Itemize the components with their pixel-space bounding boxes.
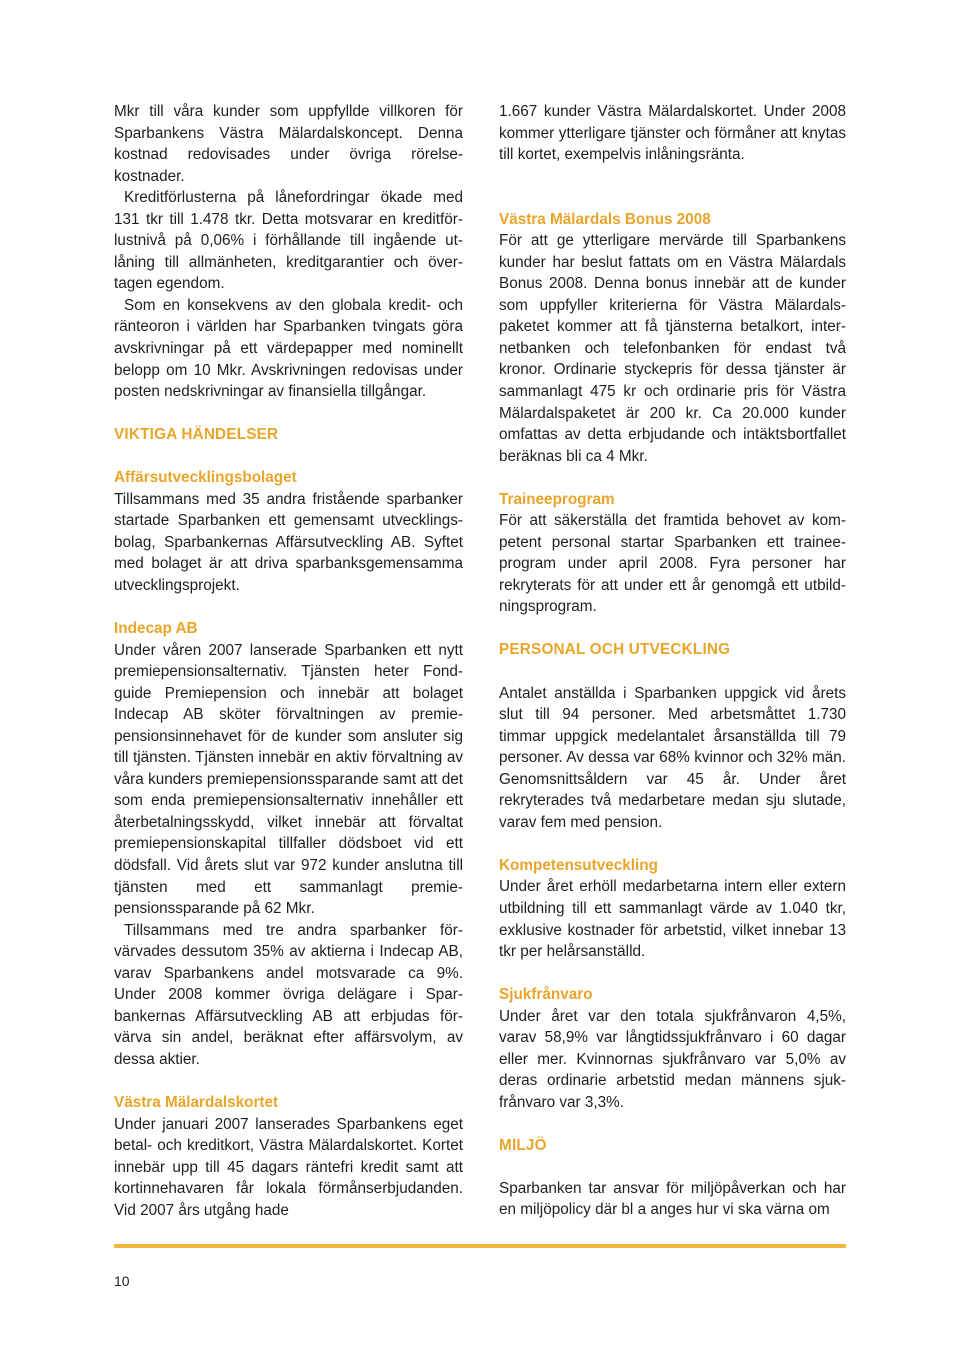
- body-paragraph: Under året var den totala sjukfrånvaron 4,5%, varav 58,9% var långtidssjukfrånvaro i 60 dagar eller mer. Kvinnornas sjukfrånvaro var 5,0% av deras ordinarie arbetstid medan männens sjukfrånvaro var 3,3%.: [499, 1007, 846, 1111]
- left-column: [114, 101, 463, 1221]
- subheading-traineeprogram: Traineeprogram: [499, 490, 615, 508]
- subheading-indecap: Indecap AB: [114, 619, 198, 637]
- body-paragraph: 1.667 kunder Västra Mälardalskortet. Under 2008 kommer ytterligare tjänster och förmåner att knytas till kortet, exempelvis inlåningsränta.: [499, 103, 846, 164]
- right-column: [499, 101, 846, 1221]
- body-paragraph: Kreditförlusterna på lånefordringar ökade med 131 tkr till 1.478 tkr. Detta motsvarar en kreditförlustnivå på 0,06% i förhållande till ingående utlåning till allmänheten, kreditgarantier och övertagen egendom.: [114, 189, 463, 293]
- body-paragraph: Tillsammans med 35 andra fristående sparbanker startade Sparbanken ett gemensamt utvecklingsbolag, Sparbankernas Affärsutveckling AB. Syftet med bolaget är att driva sparbanksgemensamma utvecklingsprojekt.: [114, 490, 463, 594]
- subheading-vastra-malardalskortet: Västra Mälardalskortet: [114, 1093, 279, 1111]
- body-paragraph: Tillsammans med tre andra sparbanker förvärvades dessutom 35% av aktierna i Indecap AB, varav Sparbankens andel motsvarade ca 9%. Under 2008 kommer övriga delägare i Sparbankernas Affärsutveckling AB att erbjudas förvärva sin andel, beräknat efter affärsvolym, av dessa aktier.: [114, 921, 463, 1068]
- body-paragraph: Som en konsekvens av den globala kredit- och ränteoron i världen har Sparbanken tvingats göra avskrivningar på ett värdepapper med nominellt belopp om 10 Mkr. Avskrivningen redovisas under posten nedskrivningar av finansiella tillgångar.: [114, 296, 463, 401]
- body-paragraph: Under våren 2007 lanserade Sparbanken ett nytt premiepensionsalternativ. Tjänsten heter Fondguide Premiepension och innebär att bolaget Indecap AB sköter förvaltningen av premiepensionsinnehavet för de kunder som ansluter sig till tjänsten. Tjänsten innebär en aktiv förvaltning av våra kunders premiepensionssparande samt att det som enda premiepensionsalternativ innehåller ett återbetalningsskydd, vilket innebär att förvaltat premiepensionskapital tillfaller dödsboet vid ett dödsfall. Vid årets slut var 972 kunder anslutna till tjänsten med ett sammanlagt premiepensionssparande på 62 Mkr.: [114, 641, 463, 918]
- subheading-bonus-2008: Västra Mälardals Bonus 2008: [499, 210, 711, 228]
- section-heading-viktiga-handelser: VIKTIGA HÄNDELSER: [114, 426, 279, 444]
- section-heading-miljo: MILJÖ: [499, 1136, 547, 1154]
- body-paragraph: Sparbanken tar ansvar för miljöpåverkan och har en miljöpolicy där bl a anges hur vi ska värna om: [499, 1179, 846, 1219]
- subheading-sjukfranvaro: Sjukfrånvaro: [499, 986, 593, 1004]
- subheading-affarsutvecklingsbolaget: Affärsutvecklingsbolaget: [114, 469, 297, 487]
- body-paragraph: Antalet anställda i Sparbanken uppgick vid årets slut till 94 personer. Med arbetsmåttet 1.730 timmar uppgick medelantalet årsanställda till 79 personer. Av dessa var 68% kvinnor och 32% män. Genomsnittsåldern var 45 år. Under året rekryterades två medarbetare medan sju slutade, varav fem med pension.: [499, 684, 846, 831]
- subheading-kompetensutveckling: Kompetensutveckling: [499, 856, 658, 874]
- page-number: 10: [114, 1273, 130, 1289]
- body-paragraph: Under januari 2007 lanserades Sparbankens eget betal- och kreditkort, Västra Mälardalskortet. Kortet innebär upp till 45 dagars räntefri kredit samt att kortinnehavaren får lokala förmånserbjudanden. Vid 2007 års utgång hade: [114, 1115, 463, 1219]
- body-paragraph: Mkr till våra kunder som uppfyllde villkoren för Sparbankens Västra Mälardalskoncept. Denna kostnad redovisades under övriga rörelsekostnader.: [114, 103, 463, 185]
- footer-rule: [114, 1244, 846, 1248]
- body-paragraph: För att ge ytterligare mervärde till Sparbankens kunder har beslut fattats om en Västra Mälardals Bonus 2008. Denna bonus innebär att de kunder som uppfyller kriterierna för Västra Mälardalspaketet kommer att få tjänsterna betalkort, internetbanken och telefonbanken för endast två kronor. Ordinarie styckepris för dessa tjänster är sammanlagt 475 kr och ordinarie pris för Västra Mälardalspaketet är 200 kr. Ca 20.000 kunder omfattas av detta erbjudande och intäktsbortfallet beräknas bli ca 4 Mkr.: [499, 232, 846, 465]
- section-heading-personal: PERSONAL OCH UTVECKLING: [499, 641, 731, 659]
- body-paragraph: Under året erhöll medarbetarna intern eller extern utbildning till ett sammanlagt värde av 1.040 tkr, exklusive kostnader för arbetstid, vilket innebar 13 tkr per helårsanställd.: [499, 878, 846, 961]
- body-paragraph: För att säkerställa det framtida behovet av kompetent personal startar Sparbanken ett traineeprogram under april 2008. Fyra personer har rekryterats för att under ett år genomgå ett utbildningsprogram.: [499, 512, 846, 616]
